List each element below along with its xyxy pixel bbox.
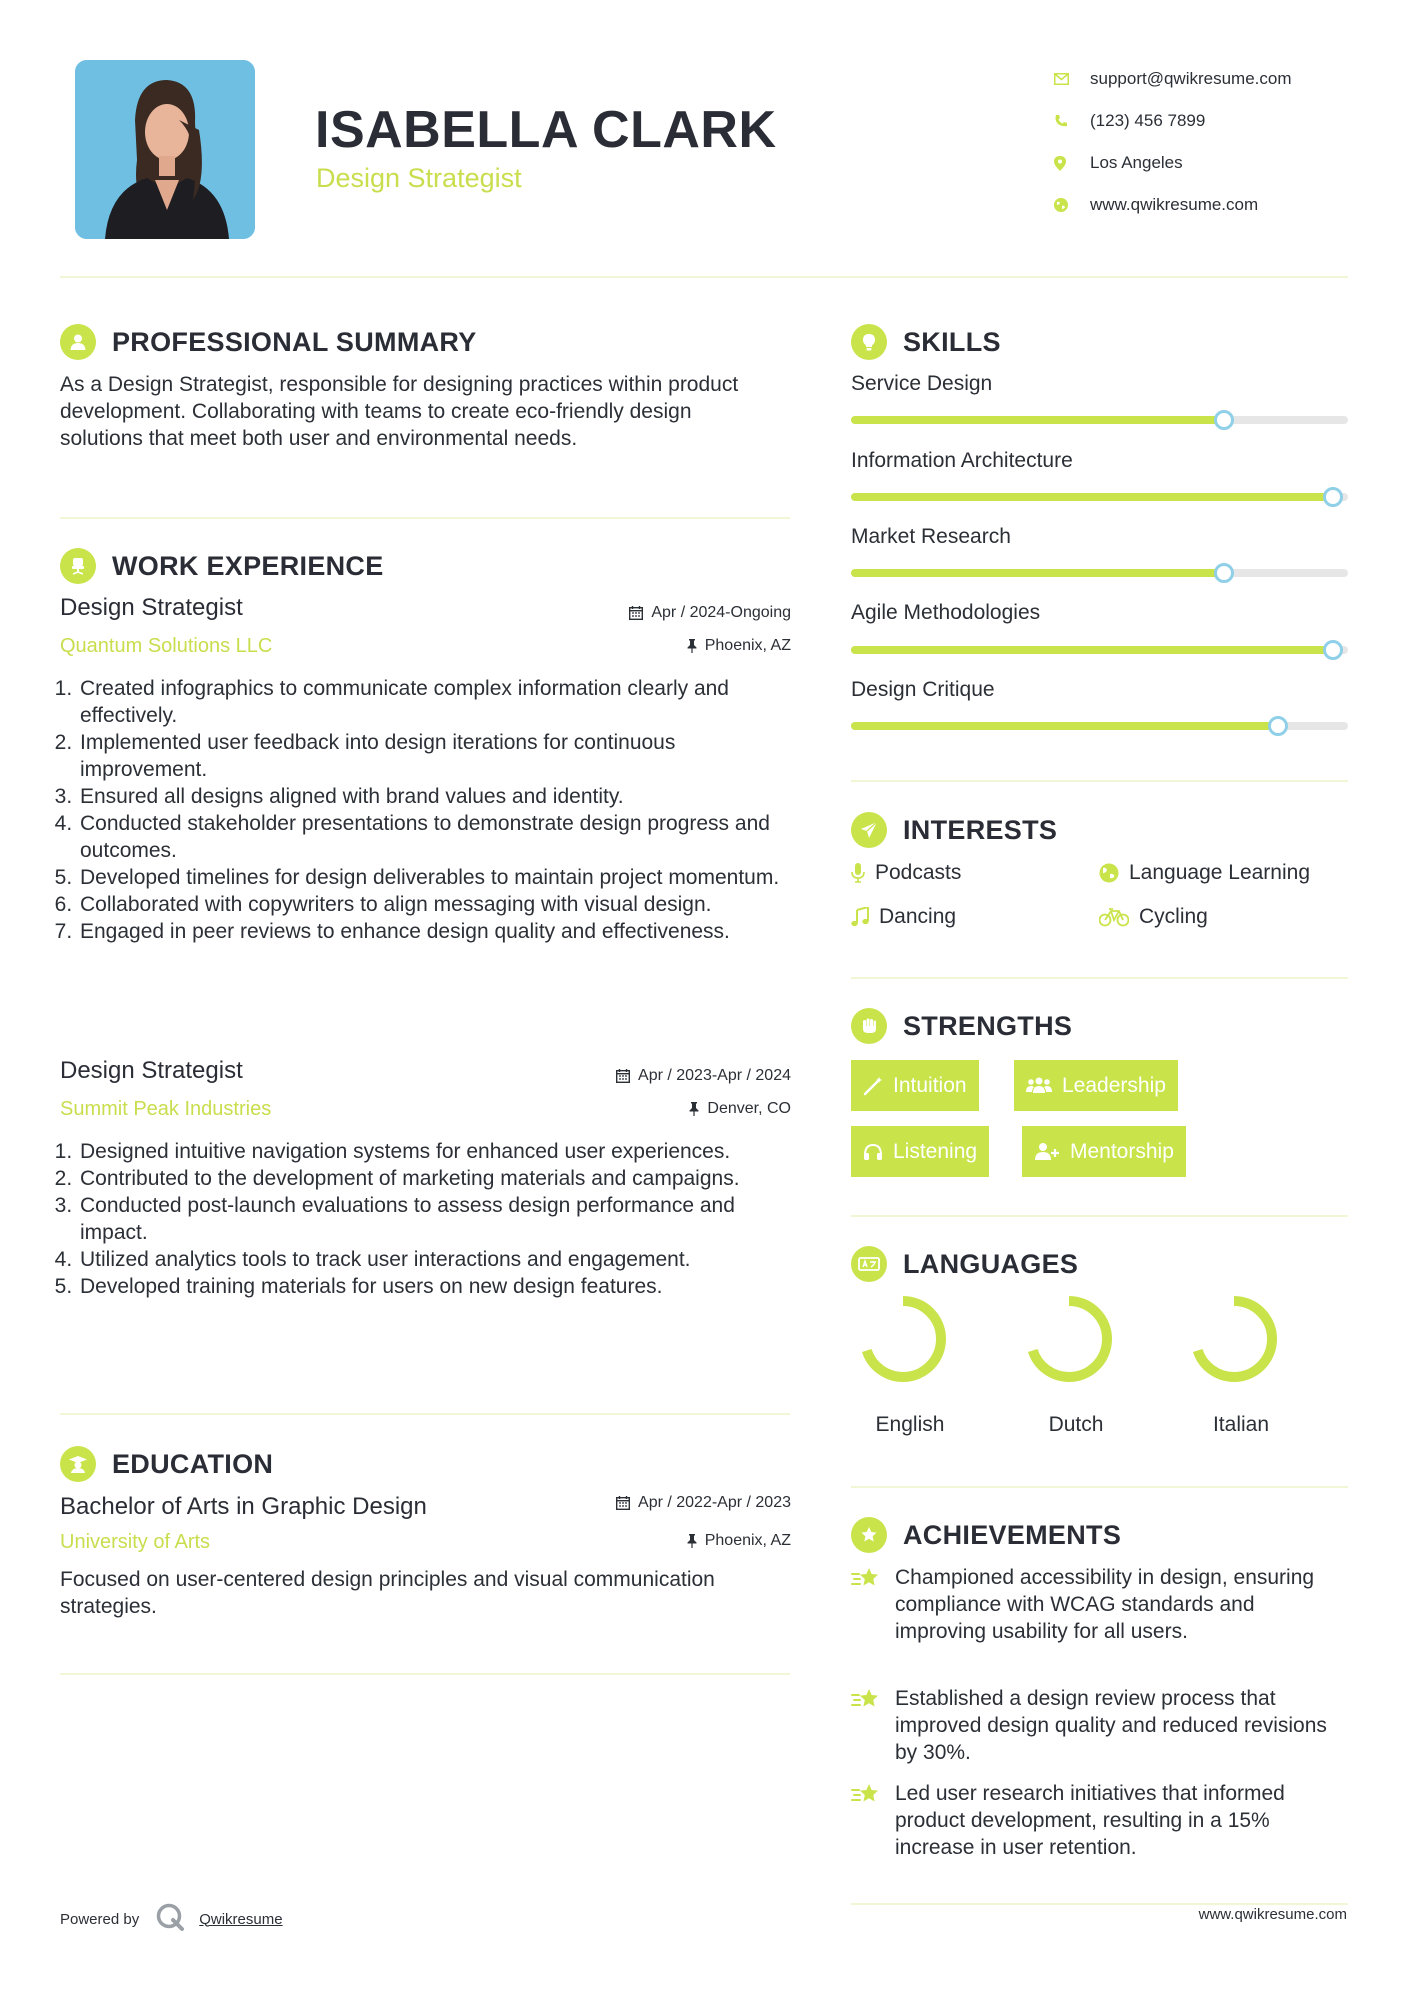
education-title: EDUCATION xyxy=(112,1448,274,1479)
pushpin-icon xyxy=(687,1534,697,1548)
award-icon xyxy=(851,1517,887,1553)
shooting-star-icon xyxy=(851,1685,895,1716)
education-location-text: Phoenix, AZ xyxy=(704,1532,791,1549)
person-illustration xyxy=(75,60,255,239)
skills-divider xyxy=(851,780,1348,782)
summary-text: As a Design Strategist, responsible for designing practices within product development. Collaborating with teams to create eco-friendly design solutions that meet both user and environmental needs. xyxy=(60,373,739,450)
user-plus-icon xyxy=(1034,1142,1060,1162)
job-2-location-text: Denver, CO xyxy=(707,1100,791,1117)
interests-title: INTERESTS xyxy=(903,814,1058,845)
list-item: 4. Conducted stakeholder presentations to demonstrate design progress and outcomes. xyxy=(78,810,790,864)
contact-website-text: www.qwikresume.com xyxy=(1090,195,1259,214)
education-divider xyxy=(60,1673,790,1675)
qwikresume-logo-icon xyxy=(155,1902,185,1936)
pushpin-icon xyxy=(689,1102,699,1116)
strength-chip-listening xyxy=(851,1126,989,1177)
skill-track xyxy=(851,493,1348,501)
office-chair-icon xyxy=(60,548,96,584)
job-2-bullets xyxy=(48,1138,790,1300)
achievements-heading xyxy=(851,1517,1121,1553)
contact-phone-text: (123) 456 7899 xyxy=(1090,111,1206,130)
users-icon xyxy=(1026,1076,1052,1096)
achievement-item xyxy=(851,1780,1335,1861)
globe-icon xyxy=(1050,198,1090,212)
calendar-icon xyxy=(629,606,643,620)
interest-item xyxy=(851,861,961,885)
achievements-title: ACHIEVEMENTS xyxy=(903,1519,1122,1550)
interest-label: Dancing xyxy=(879,905,957,928)
language-ring xyxy=(858,1294,948,1384)
calendar-icon xyxy=(616,1496,630,1510)
list-item: 3. Ensured all designs aligned with brand values and identity. xyxy=(78,783,790,810)
language-arc xyxy=(865,1301,941,1377)
education-date-text: Apr / 2022-Apr / 2023 xyxy=(638,1494,791,1511)
achievements-divider xyxy=(851,1903,1348,1905)
job-1-location-text: Phoenix, AZ xyxy=(704,637,791,654)
interests-divider xyxy=(851,977,1348,979)
skill-name: Design Critique xyxy=(851,678,995,701)
skill-track xyxy=(851,722,1348,730)
skills-title: SKILLS xyxy=(903,326,1001,357)
list-item: 5. Developed training materials for users on new design features. xyxy=(78,1273,790,1300)
strength-label: Intuition xyxy=(893,1073,967,1097)
contact-location xyxy=(1050,142,1292,184)
strength-label: Listening xyxy=(893,1139,978,1163)
job-1-title: Design Strategist xyxy=(60,594,243,621)
magic-wand-icon xyxy=(863,1076,883,1096)
job-2-company: Summit Peak Industries xyxy=(60,1098,272,1120)
list-item: 6. Collaborated with copywriters to align messaging with visual design. xyxy=(78,891,790,918)
language-icon xyxy=(851,1246,887,1282)
contact-list xyxy=(1050,58,1292,226)
bicycle-icon xyxy=(1099,907,1129,927)
list-item: 2. Contributed to the development of marketing materials and campaigns. xyxy=(78,1165,790,1192)
job-2-location xyxy=(480,1100,791,1118)
list-item: 1. Designed intuitive navigation systems for enhanced user experiences. xyxy=(78,1138,790,1165)
interest-label: Podcasts xyxy=(875,861,962,884)
job-1-date-text: Apr / 2024-Ongoing xyxy=(651,604,791,621)
contact-phone[interactable] xyxy=(1050,100,1292,142)
shooting-star-icon xyxy=(851,1564,895,1595)
location-pin-icon xyxy=(1050,156,1090,171)
list-item: 4. Utilized analytics tools to track user interactions and engagement. xyxy=(78,1246,790,1273)
experience-title: WORK EXPERIENCE xyxy=(112,550,384,581)
list-item: 2. Implemented user feedback into design iterations for continuous improvement. xyxy=(78,729,790,783)
job-1-company: Quantum Solutions LLC xyxy=(60,635,273,657)
skill-slider-knob[interactable] xyxy=(1268,716,1288,736)
skill-fill xyxy=(851,569,1224,577)
education-date xyxy=(480,1494,791,1512)
header-divider xyxy=(60,276,1348,278)
contact-location-text: Los Angeles xyxy=(1090,153,1183,172)
paper-plane-icon xyxy=(851,812,887,848)
education-location xyxy=(480,1532,791,1550)
job-1-date xyxy=(480,604,791,622)
achievement-item xyxy=(851,1564,1335,1645)
summary-title: PROFESSIONAL SUMMARY xyxy=(112,326,477,357)
shooting-star-icon xyxy=(851,1780,895,1811)
language-name: English xyxy=(875,1413,945,1436)
phone-icon xyxy=(1050,114,1090,128)
strengths-title: STRENGTHS xyxy=(903,1010,1073,1041)
education-school: University of Arts xyxy=(60,1531,211,1553)
graduate-icon xyxy=(60,1446,96,1482)
interest-item xyxy=(851,905,956,929)
language-arc xyxy=(1196,1301,1272,1377)
powered-by-text: Powered by xyxy=(60,1910,140,1928)
skill-fill xyxy=(851,646,1333,654)
strengths-divider xyxy=(851,1215,1348,1217)
skill-fill xyxy=(851,722,1278,730)
skill-name: Agile Methodologies xyxy=(851,601,1041,624)
skills-heading xyxy=(851,324,1001,360)
skill-track xyxy=(851,416,1348,424)
skill-fill xyxy=(851,416,1224,424)
summary-heading xyxy=(60,324,477,360)
education-heading xyxy=(60,1446,273,1482)
footer-url[interactable]: www.qwikresume.com xyxy=(1198,1906,1347,1923)
lightbulb-icon xyxy=(851,324,887,360)
user-icon xyxy=(60,324,96,360)
skill-track xyxy=(851,569,1348,577)
skill-slider-knob[interactable] xyxy=(1214,410,1234,430)
achievement-item xyxy=(851,1685,1335,1766)
pushpin-icon xyxy=(687,639,697,653)
skill-name: Market Research xyxy=(851,525,1011,548)
skill-name: Information Architecture xyxy=(851,449,1073,472)
job-2-date-text: Apr / 2023-Apr / 2024 xyxy=(638,1067,791,1084)
interest-label: Cycling xyxy=(1139,905,1208,928)
experience-heading xyxy=(60,548,384,584)
globe-icon xyxy=(1099,863,1119,883)
list-item: 1. Created infographics to communicate complex information clearly and effectively. xyxy=(78,675,790,729)
interests-heading xyxy=(851,812,1057,848)
skill-name: Service Design xyxy=(851,372,993,395)
language-arc xyxy=(1031,1301,1107,1377)
raised-fist-icon xyxy=(851,1008,887,1044)
candidate-title: Design Strategist xyxy=(316,163,522,193)
language-ring xyxy=(1024,1294,1114,1384)
experience-divider xyxy=(60,1413,790,1415)
skill-track xyxy=(851,646,1348,654)
qwikresume-link[interactable]: Qwikresume xyxy=(199,1910,283,1928)
interest-item xyxy=(1099,861,1310,885)
skill-slider-knob[interactable] xyxy=(1214,563,1234,583)
strengths-heading xyxy=(851,1008,1072,1044)
languages-title: LANGUAGES xyxy=(903,1248,1079,1279)
achievement-text: Established a design review process that improved design quality and reduced revisions by 30%. xyxy=(895,1687,1327,1764)
languages-divider xyxy=(851,1486,1348,1488)
candidate-name: ISABELLA CLARK xyxy=(315,101,777,159)
contact-website[interactable] xyxy=(1050,184,1292,226)
job-1-location xyxy=(480,637,791,655)
education-description: Focused on user-centered design principles and visual communication strategies. xyxy=(60,1568,715,1618)
language-name: Dutch xyxy=(1048,1413,1104,1436)
contact-email[interactable] xyxy=(1050,58,1292,100)
languages-heading xyxy=(851,1246,1078,1282)
skill-slider-knob[interactable] xyxy=(1323,487,1343,507)
list-item: 5. Developed timelines for design deliverables to maintain project momentum. xyxy=(78,864,790,891)
job-2-title: Design Strategist xyxy=(60,1057,243,1084)
headphones-icon xyxy=(863,1142,883,1162)
language-ring xyxy=(1189,1294,1279,1384)
list-item: 3. Conducted post-launch evaluations to assess design performance and impact. xyxy=(78,1192,790,1246)
profile-photo xyxy=(75,60,255,239)
skill-fill xyxy=(851,493,1333,501)
language-name: Italian xyxy=(1212,1413,1270,1436)
music-note-icon xyxy=(851,907,869,927)
strength-label: Leadership xyxy=(1062,1073,1166,1097)
achievement-text: Championed accessibility in design, ensuring compliance with WCAG standards and improving usability for all users. xyxy=(895,1566,1315,1643)
summary-divider xyxy=(60,517,790,519)
calendar-icon xyxy=(616,1069,630,1083)
job-1-bullets xyxy=(48,675,790,945)
strength-chip-leadership xyxy=(1014,1060,1178,1111)
strength-label: Mentorship xyxy=(1070,1139,1174,1163)
mail-icon xyxy=(1050,73,1090,85)
education-degree: Bachelor of Arts in Graphic Design xyxy=(60,1493,427,1520)
skill-slider-knob[interactable] xyxy=(1323,640,1343,660)
strength-chip-intuition xyxy=(851,1060,979,1111)
job-2-date xyxy=(480,1067,791,1085)
interest-label: Language Learning xyxy=(1129,861,1311,884)
footer-powered-by xyxy=(60,1902,283,1936)
interest-item xyxy=(1099,905,1208,929)
contact-email-text: support@qwikresume.com xyxy=(1090,69,1292,88)
list-item: 7. Engaged in peer reviews to enhance design quality and effectiveness. xyxy=(78,918,790,945)
achievement-text: Led user research initiatives that informed product development, resulting in a 15% increase in user retention. xyxy=(895,1782,1285,1859)
strength-chip-mentorship xyxy=(1022,1126,1186,1177)
microphone-icon xyxy=(851,863,865,883)
